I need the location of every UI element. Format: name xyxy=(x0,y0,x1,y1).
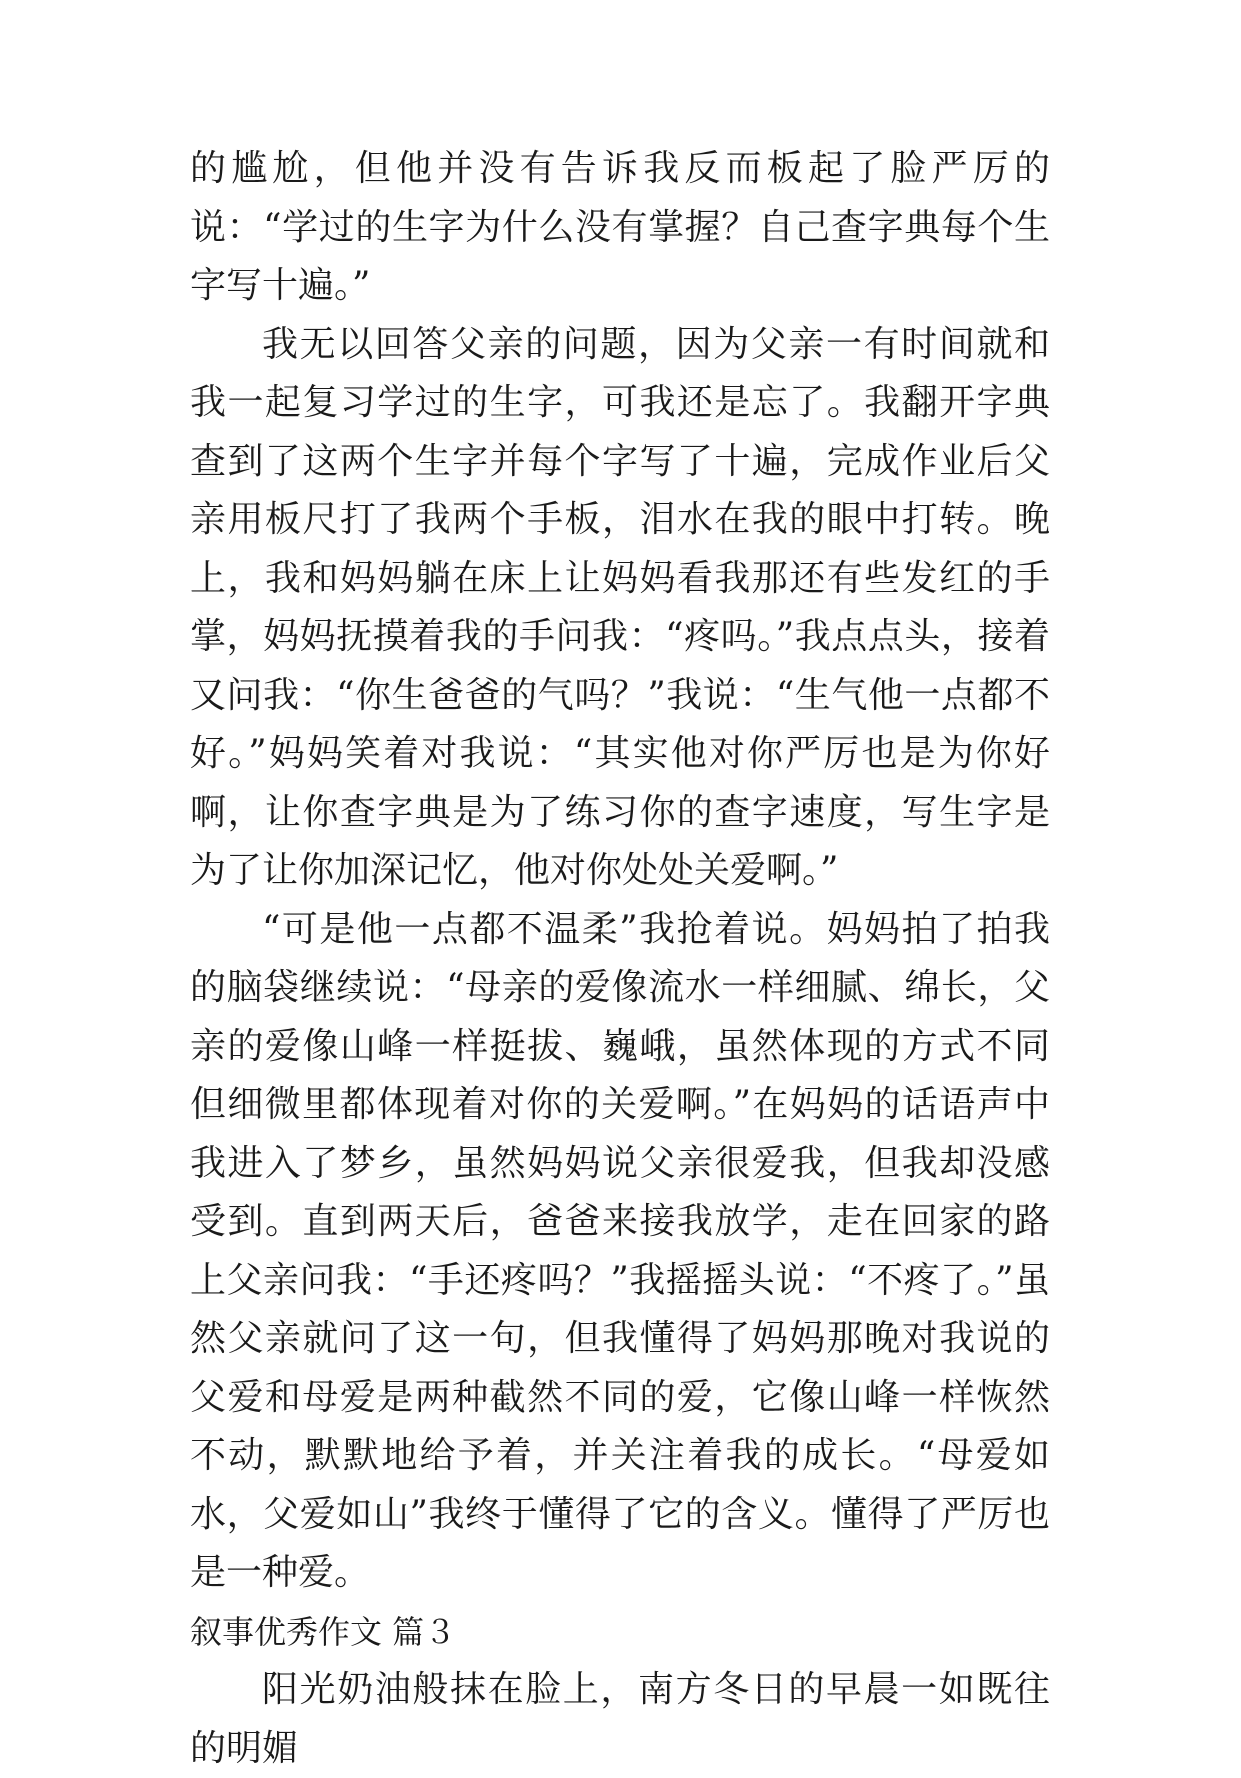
paragraph-continuation: 的尴尬，但他并没有告诉我反而板起了脸严厉的说：“学过的生字为什么没有掌握？自己查字典每个生字写十遍。” xyxy=(190,148,1050,306)
document-page xyxy=(190,140,1050,1778)
paragraph-father-question: 我无以回答父亲的问题，因为父亲一有时间就和我一起复习学过的生字，可我还是忘了。我翻开字典查到了这两个生字并每个字写了十遍，完成作业后父亲用板尺打了我两个手板，泪水在我的眼中打转。晚上，我和妈妈躺在床上让妈妈看我那还有些发红的手掌，妈妈抚摸着我的手问我：“疼吗。”我点点头，接着又问我：“你生爸爸的气吗？”我说：“生气他一点都不好。”妈妈笑着对我说：“其实他对你严厉也是为你好啊，让你查字典是为了练习你的查字速度，写生字是为了让你加深记忆，他对你处处关爱啊。” xyxy=(190,323,1050,891)
section-heading: 叙事优秀作文 篇３ xyxy=(190,1612,457,1651)
paragraph-essay-3-start: 阳光奶油般抹在脸上，南方冬日的早晨一如既往的明媚 xyxy=(190,1669,1050,1769)
paragraph-mother-explains: “可是他一点都不温柔”我抢着说。妈妈拍了拍我的脑袋继续说：“母亲的爱像流水一样细腻、绵长，父亲的爱像山峰一样挺拔、巍峨，虽然体现的方式不同但细微里都体现着对你的关爱啊。”在妈妈的话语声中我进入了梦乡，虽然妈妈说父亲很爱我，但我却没感受到。直到两天后，爸爸来接我放学，走在回家的路上父亲问我：“手还疼吗？”我摇摇头说：“不疼了。”虽然父亲就问了这一句，但我懂得了妈妈那晚对我说的父爱和母爱是两种截然不同的爱，它像山峰一样恢然不动，默默地给予着，并关注着我的成长。“母爱如水，父爱如山”我终于懂得了它的含义。懂得了严厉也是一种爱。 xyxy=(190,908,1050,1593)
